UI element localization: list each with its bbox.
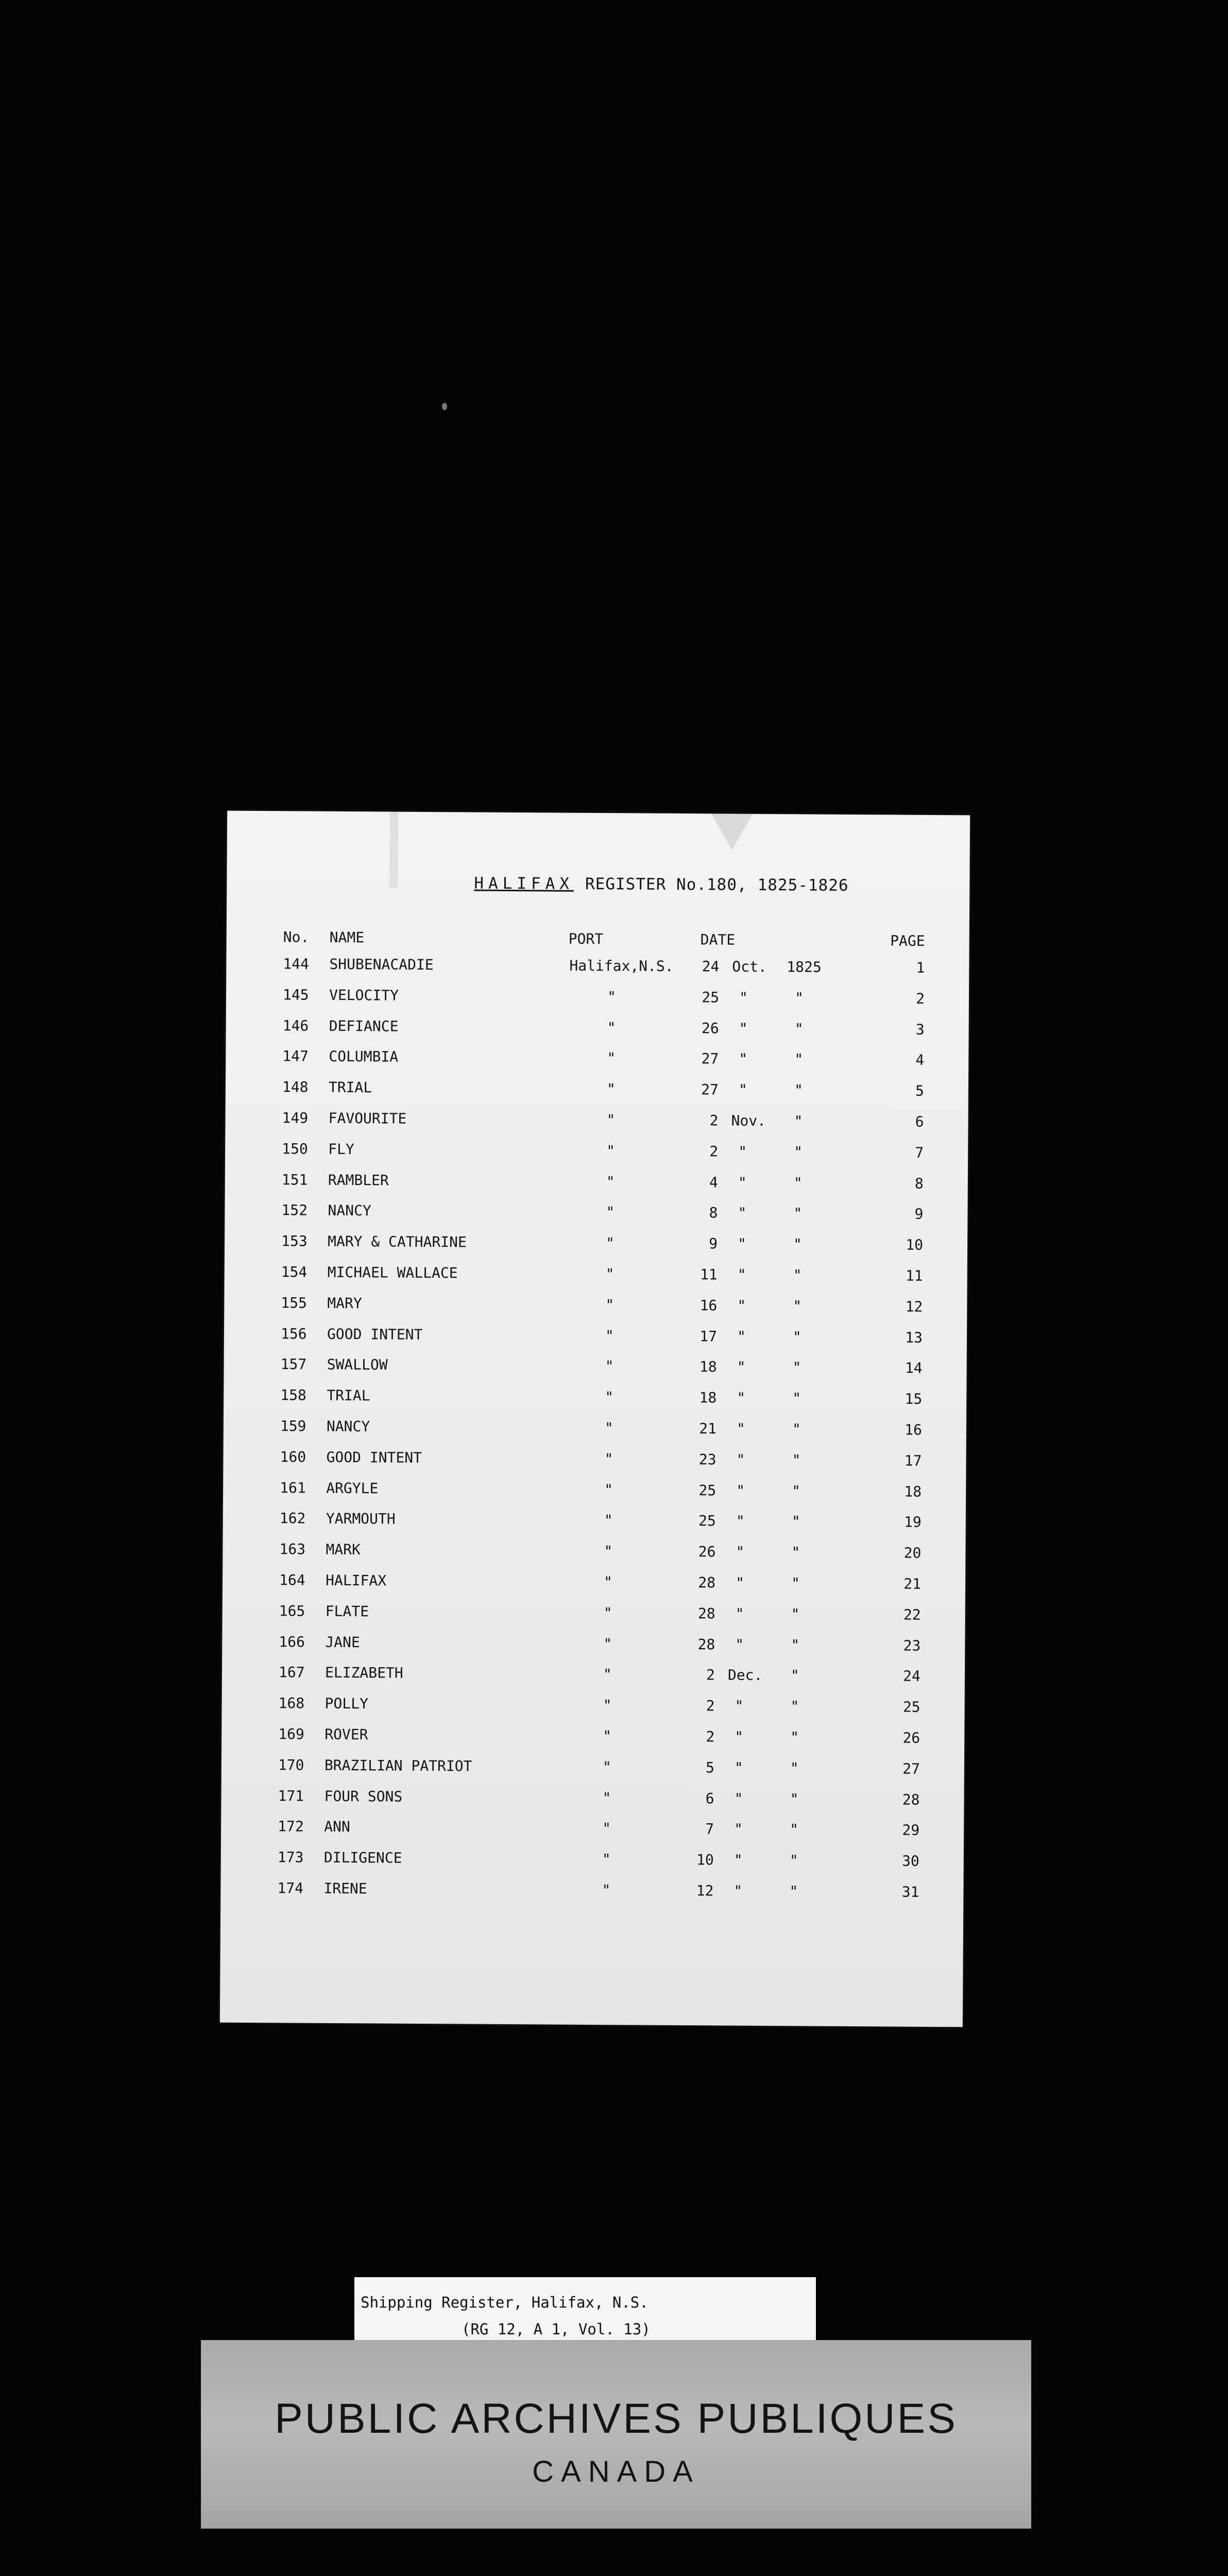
register-row <box>221 1725 964 1761</box>
entry-port: " <box>607 1019 616 1036</box>
entry-number: 164 <box>279 1571 305 1589</box>
entry-vessel-name: BRAZILIAN PATRIOT <box>324 1756 472 1775</box>
entry-number: 144 <box>283 955 310 973</box>
entry-vessel-name: JANE <box>325 1633 360 1651</box>
entry-number: 149 <box>282 1109 309 1127</box>
register-row <box>221 1694 964 1730</box>
entry-day: 12 <box>696 1882 714 1900</box>
entry-vessel-name: MARY <box>327 1294 362 1312</box>
register-entries <box>220 955 969 1914</box>
entry-day: 25 <box>698 1481 717 1499</box>
entry-page: 4 <box>915 1052 925 1069</box>
entry-day: 11 <box>700 1266 718 1283</box>
register-row <box>226 986 969 1021</box>
entry-year: " <box>790 1667 799 1684</box>
entry-port: " <box>603 1666 612 1683</box>
entry-port: " <box>602 1882 611 1899</box>
register-row <box>225 1232 967 1268</box>
entry-port: " <box>603 1573 613 1591</box>
entry-vessel-name: ELIZABETH <box>325 1664 403 1682</box>
register-row <box>221 1849 964 1884</box>
entry-page: 11 <box>905 1267 923 1284</box>
entry-day: 27 <box>701 1050 719 1067</box>
entry-page: 14 <box>905 1360 923 1377</box>
entry-number: 156 <box>280 1325 307 1343</box>
entry-number: 147 <box>282 1047 309 1065</box>
entry-page: 8 <box>914 1175 924 1192</box>
entry-day: 6 <box>705 1789 714 1807</box>
register-years: 1825-1826 <box>757 875 849 895</box>
archive-stamp <box>201 2340 1031 2529</box>
entry-month: Oct. <box>732 958 767 976</box>
entry-page: 6 <box>915 1113 924 1130</box>
entry-page: 17 <box>904 1452 922 1469</box>
entry-day: 10 <box>696 1851 714 1869</box>
entry-month: " <box>737 1328 746 1345</box>
entry-day: 25 <box>698 1512 716 1530</box>
entry-day: 7 <box>705 1820 714 1838</box>
entry-month: " <box>735 1605 744 1622</box>
entry-port: " <box>607 988 616 1006</box>
entry-page: 21 <box>903 1575 922 1592</box>
entry-vessel-name: DILIGENCE <box>323 1849 402 1867</box>
entry-month: " <box>736 1543 745 1561</box>
entry-number: 168 <box>278 1694 305 1712</box>
register-row <box>224 1325 967 1360</box>
entry-port: " <box>604 1419 613 1437</box>
entry-month: " <box>737 1235 747 1252</box>
entry-number: 166 <box>279 1633 305 1651</box>
register-row <box>226 1078 968 1114</box>
register-row <box>224 1355 966 1391</box>
column-header-port: PORT <box>568 930 604 948</box>
entry-port: " <box>604 1481 613 1498</box>
entry-year: " <box>792 1482 801 1499</box>
entry-number: 148 <box>282 1078 309 1096</box>
entry-year: " <box>789 1852 798 1869</box>
entry-month: " <box>737 1389 746 1406</box>
entry-year: " <box>791 1605 800 1623</box>
entry-number: 169 <box>278 1725 304 1743</box>
entry-port: " <box>604 1543 613 1560</box>
entry-year: " <box>794 1112 803 1130</box>
entry-number: 170 <box>278 1756 304 1774</box>
entry-month: " <box>735 1728 744 1745</box>
entry-page: 23 <box>903 1637 921 1654</box>
clip-mark <box>389 812 398 888</box>
entry-port: " <box>602 1820 611 1837</box>
archive-stamp-line2: CANADA <box>532 2455 700 2488</box>
entry-month: " <box>738 1143 747 1160</box>
entry-month: " <box>736 1420 745 1437</box>
column-header-no: No. <box>283 928 310 946</box>
entry-day: 2 <box>709 1112 719 1129</box>
entry-page: 16 <box>905 1421 922 1438</box>
entry-page: 9 <box>914 1206 924 1223</box>
entry-year: " <box>791 1574 800 1592</box>
entry-vessel-name: ROVER <box>325 1725 368 1743</box>
entry-year: " <box>790 1728 799 1746</box>
register-row <box>223 1448 966 1483</box>
entry-page: 15 <box>905 1390 923 1408</box>
register-row <box>225 1109 968 1145</box>
register-row <box>226 955 969 991</box>
entry-vessel-name: NANCY <box>328 1202 371 1219</box>
entry-month: " <box>739 989 748 1006</box>
entry-month: " <box>738 1174 747 1191</box>
entry-port: " <box>606 1142 616 1160</box>
entry-vessel-name: RAMBLER <box>328 1171 389 1189</box>
entry-page: 10 <box>906 1236 924 1254</box>
entry-number: 174 <box>277 1879 304 1897</box>
entry-day: 17 <box>700 1327 718 1345</box>
entry-vessel-name: GOOD INTENT <box>327 1325 423 1343</box>
entry-day: 28 <box>697 1604 715 1622</box>
entry-month: " <box>734 1759 743 1776</box>
register-row <box>221 1756 964 1791</box>
entry-number: 161 <box>280 1479 306 1497</box>
entry-page: 22 <box>903 1606 921 1623</box>
entry-number: 162 <box>279 1510 306 1527</box>
entry-page: 24 <box>903 1667 921 1685</box>
entry-year: " <box>793 1266 802 1284</box>
entry-vessel-name: MARY & CATHARINE <box>327 1232 467 1251</box>
register-row <box>221 1787 964 1822</box>
entry-number: 150 <box>282 1140 308 1158</box>
entry-number: 167 <box>278 1664 305 1681</box>
entry-month: " <box>735 1574 745 1591</box>
entry-port: " <box>602 1851 611 1868</box>
entry-day: 9 <box>709 1235 718 1252</box>
register-row <box>224 1294 967 1329</box>
entry-number: 171 <box>278 1787 304 1805</box>
entry-vessel-name: ANN <box>324 1818 350 1836</box>
entry-number: 172 <box>278 1818 304 1835</box>
entry-year: " <box>794 1050 804 1068</box>
entry-day: 2 <box>706 1666 715 1684</box>
entry-month: " <box>734 1882 743 1900</box>
entry-day: 26 <box>701 1019 719 1037</box>
entry-port: " <box>603 1635 612 1652</box>
entry-port: " <box>606 1204 615 1221</box>
entry-month: " <box>735 1697 744 1715</box>
entry-page: 19 <box>903 1514 922 1531</box>
archive-stamp-line1: PUBLIC ARCHIVES PUBLIQUES <box>275 2395 958 2442</box>
entry-year: " <box>791 1513 800 1530</box>
entry-port: " <box>606 1111 616 1129</box>
entry-year: " <box>794 1081 803 1099</box>
entry-number: 146 <box>282 1016 309 1035</box>
entry-port: " <box>603 1604 612 1621</box>
entry-day: 24 <box>702 958 720 975</box>
entry-number: 152 <box>281 1201 308 1219</box>
entry-vessel-name: FLATE <box>325 1602 369 1620</box>
entry-page: 26 <box>902 1729 920 1747</box>
entry-page: 3 <box>915 1021 925 1038</box>
entry-page: 13 <box>905 1329 923 1346</box>
entry-number: 159 <box>280 1417 306 1435</box>
entry-vessel-name: GOOD INTENT <box>326 1448 422 1466</box>
entry-port: " <box>605 1234 615 1252</box>
entry-vessel-name: TRIAL <box>327 1386 370 1404</box>
clip-mark <box>711 814 753 850</box>
entry-year: " <box>793 1235 803 1253</box>
entry-page: 18 <box>904 1483 922 1500</box>
entry-year: " <box>792 1420 801 1438</box>
entry-vessel-name: POLLY <box>325 1694 369 1713</box>
entry-page: 29 <box>902 1821 920 1839</box>
entry-year: " <box>790 1790 799 1807</box>
entry-number: 158 <box>280 1386 306 1404</box>
register-row <box>226 1016 968 1052</box>
entry-month: " <box>738 1205 747 1222</box>
entry-port: " <box>605 1358 614 1375</box>
entry-month: Dec. <box>727 1666 763 1684</box>
entry-vessel-name: SHUBENACADIE <box>329 955 434 974</box>
entry-year: " <box>790 1821 799 1838</box>
entry-port: " <box>607 1049 616 1067</box>
entry-year: " <box>790 1698 799 1715</box>
entry-month: " <box>736 1451 745 1468</box>
entry-number: 157 <box>280 1355 307 1373</box>
register-row <box>224 1263 967 1299</box>
entry-month: " <box>738 1081 747 1098</box>
entry-year: " <box>794 1020 804 1038</box>
register-number: REGISTER No.180, <box>585 874 747 894</box>
entry-day: 23 <box>698 1450 717 1468</box>
register-sheet <box>220 811 970 2027</box>
entry-page: 12 <box>905 1298 923 1315</box>
entry-page: 1 <box>916 959 925 976</box>
entry-month: " <box>737 1359 746 1376</box>
entry-day: 21 <box>699 1420 717 1437</box>
register-city: HALIFAX <box>474 874 574 893</box>
entry-month: " <box>734 1851 743 1869</box>
entry-day: 4 <box>709 1173 718 1191</box>
entry-port: " <box>603 1727 612 1745</box>
entry-page: 2 <box>916 990 925 1007</box>
entry-month: " <box>736 1482 745 1499</box>
entry-number: 163 <box>279 1540 306 1558</box>
source-label <box>354 2277 816 2348</box>
entry-page: 31 <box>901 1883 919 1901</box>
entry-port: " <box>605 1327 614 1344</box>
entry-day: 18 <box>699 1358 717 1376</box>
entry-month: " <box>735 1636 744 1653</box>
source-label-title: Shipping Register, Halifax, N.S. <box>361 2294 649 2311</box>
entry-vessel-name: SWALLOW <box>327 1356 388 1374</box>
entry-number: 160 <box>280 1448 306 1466</box>
entry-port: " <box>604 1512 613 1529</box>
column-header-name: NAME <box>329 928 365 946</box>
entry-port: " <box>604 1450 613 1467</box>
register-row <box>224 1386 966 1422</box>
entry-number: 173 <box>277 1849 304 1866</box>
entry-port: " <box>605 1296 615 1313</box>
entry-page: 27 <box>902 1760 920 1777</box>
entry-page: 28 <box>902 1791 920 1808</box>
entry-port: Halifax,N.S. <box>569 957 674 975</box>
register-row <box>223 1571 965 1607</box>
entry-page: 25 <box>902 1698 920 1716</box>
source-label-reference: (RG 12, A 1, Vol. 13) <box>462 2320 651 2338</box>
entry-year: " <box>790 1759 799 1777</box>
entry-month: " <box>739 1050 748 1068</box>
entry-year: " <box>793 1174 803 1192</box>
register-row <box>223 1510 966 1545</box>
entry-year: " <box>794 1143 803 1161</box>
register-row <box>223 1540 965 1576</box>
register-row <box>225 1140 968 1175</box>
register-row <box>225 1171 968 1206</box>
entry-page: 30 <box>901 1852 919 1870</box>
entry-vessel-name: TRIAL <box>328 1079 372 1096</box>
entry-vessel-name: FAVOURITE <box>328 1109 407 1127</box>
entry-year: " <box>791 1544 800 1561</box>
entry-day: 16 <box>700 1297 718 1314</box>
entry-number: 155 <box>281 1294 308 1312</box>
column-header-page: PAGE <box>890 932 925 950</box>
entry-day: 28 <box>698 1574 716 1591</box>
register-heading <box>474 874 848 895</box>
entry-day: 26 <box>698 1543 716 1561</box>
register-row <box>225 1201 967 1237</box>
entry-day: 2 <box>706 1697 715 1715</box>
entry-vessel-name: FLY <box>328 1140 354 1158</box>
entry-vessel-name: MICHAEL WALLACE <box>327 1263 458 1282</box>
entry-port: " <box>606 1080 616 1098</box>
entry-year: " <box>793 1205 803 1222</box>
entry-vessel-name: IRENE <box>323 1879 367 1897</box>
entry-day: 27 <box>701 1081 719 1098</box>
entry-number: 153 <box>281 1232 308 1250</box>
entry-year: " <box>792 1359 801 1376</box>
entry-vessel-name: YARMOUTH <box>326 1510 396 1528</box>
entry-month: Nov. <box>731 1112 766 1130</box>
entry-vessel-name: HALIFAX <box>325 1571 387 1589</box>
entry-day: 5 <box>705 1759 714 1776</box>
entry-port: " <box>602 1789 611 1806</box>
entry-day: 28 <box>697 1635 715 1653</box>
entry-month: " <box>736 1513 745 1530</box>
entry-month: " <box>737 1297 746 1314</box>
entry-page: 5 <box>915 1082 925 1100</box>
entry-year: " <box>791 1636 800 1653</box>
entry-number: 151 <box>281 1171 308 1189</box>
register-row <box>224 1417 966 1453</box>
entry-page: 7 <box>915 1144 924 1161</box>
entry-port: " <box>605 1388 614 1406</box>
entry-page: 20 <box>903 1544 922 1562</box>
entry-day: 2 <box>706 1728 715 1745</box>
entry-vessel-name: NANCY <box>326 1417 370 1435</box>
entry-year: 1825 <box>787 958 822 976</box>
entry-vessel-name: MARK <box>326 1540 361 1558</box>
register-row <box>220 1879 963 1914</box>
entry-vessel-name: DEFIANCE <box>329 1017 399 1035</box>
column-header-date: DATE <box>700 931 736 948</box>
entry-month: " <box>737 1266 746 1283</box>
register-row <box>222 1633 965 1668</box>
entry-month: " <box>734 1820 743 1838</box>
entry-number: 154 <box>281 1263 308 1281</box>
entry-day: 8 <box>709 1204 718 1222</box>
entry-year: " <box>789 1883 798 1900</box>
entry-month: " <box>739 1020 748 1037</box>
entry-year: " <box>792 1328 801 1346</box>
entry-number: 145 <box>282 986 309 1004</box>
entry-port: " <box>606 1173 615 1190</box>
entry-vessel-name: COLUMBIA <box>329 1048 399 1066</box>
entry-port: " <box>605 1265 615 1283</box>
entry-number: 165 <box>279 1602 305 1620</box>
entry-month: " <box>734 1790 743 1807</box>
register-row <box>223 1479 966 1514</box>
register-row <box>222 1602 965 1637</box>
entry-year: " <box>792 1389 801 1407</box>
register-row <box>221 1818 964 1853</box>
entry-day: 18 <box>699 1389 717 1406</box>
entry-day: 2 <box>709 1143 719 1160</box>
entry-year: " <box>793 1297 802 1315</box>
register-row <box>222 1664 965 1699</box>
film-speck <box>442 403 447 410</box>
register-row <box>226 1047 968 1083</box>
entry-day: 25 <box>702 989 720 1006</box>
entry-vessel-name: VELOCITY <box>329 986 399 1004</box>
entry-year: " <box>794 989 804 1007</box>
entry-vessel-name: ARGYLE <box>326 1479 379 1497</box>
entry-port: " <box>602 1758 611 1775</box>
entry-vessel-name: FOUR SONS <box>324 1787 403 1805</box>
entry-port: " <box>603 1697 612 1714</box>
entry-year: " <box>792 1451 801 1469</box>
